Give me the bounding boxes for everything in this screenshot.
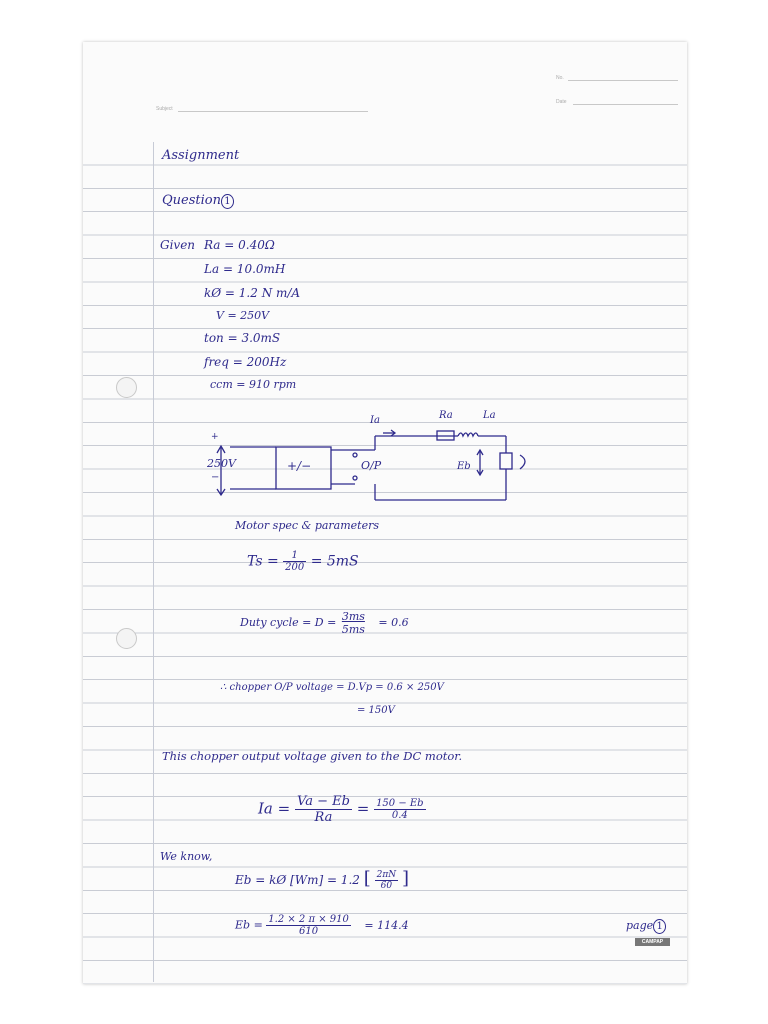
we-know: We know,: [160, 850, 213, 863]
margin-line: [153, 142, 154, 982]
ia-lhs: Ia =: [258, 799, 291, 818]
no-line: [568, 80, 678, 81]
header-band: [83, 42, 687, 142]
eb2-fraction: [266, 914, 351, 937]
ia-fraction-2: [374, 798, 426, 821]
notebook-page: [83, 42, 687, 984]
given-label: Given: [160, 238, 196, 252]
ia-denominator-2: 0.4: [374, 809, 426, 821]
given-freq: freq = 200Hz: [204, 355, 287, 369]
eb2-denominator: 610: [266, 925, 351, 937]
question-number: 1: [221, 194, 234, 209]
ts-denominator: 200: [285, 562, 305, 573]
output-label: O/P: [361, 459, 382, 472]
binder-hole: [116, 377, 137, 398]
date-label: Date: [556, 99, 567, 105]
date-line: [573, 104, 678, 105]
subject-line: [178, 111, 368, 112]
eb-label: Eb: [457, 461, 471, 472]
ts-lhs: Ts =: [247, 553, 279, 570]
brand-logo: CAMPAP: [635, 938, 670, 946]
source-voltage: 250V: [207, 457, 236, 470]
page-label: page: [626, 919, 654, 932]
ia-equation: [258, 794, 426, 825]
question-label: Question: [162, 193, 221, 208]
eb2-lhs: Eb =: [235, 918, 263, 932]
ts-numerator: 1: [291, 550, 298, 561]
given-ton: ton = 3.0mS: [204, 331, 281, 345]
given-ccm: ccm = 910 rpm: [210, 378, 297, 391]
eb1-bracket-open: [: [363, 868, 371, 889]
duty-rhs: = 0.6: [378, 616, 409, 629]
chopper-output-line1: ∴ chopper O/P voltage = D.Vp = 0.6 × 250V: [220, 682, 444, 693]
duty-fraction: [340, 610, 367, 636]
ra-label: Ra: [439, 410, 453, 421]
eb1-lhs: Eb = kØ [Wm] = 1.2: [235, 873, 360, 887]
ts-equation: [247, 550, 359, 573]
ia-denominator-1: Ra: [295, 809, 352, 825]
ts-fraction: [283, 550, 306, 573]
duty-equation: [240, 610, 409, 636]
ia-numerator-1: Va − Eb: [297, 794, 350, 809]
eb1-numerator: 2πN: [376, 870, 397, 880]
source-plus: +: [211, 432, 219, 442]
ia-numerator-2: 150 − Eb: [376, 798, 424, 809]
given-v: V = 250V: [216, 309, 270, 322]
chopper-label: +/−: [287, 459, 312, 473]
binder-hole: [116, 628, 137, 649]
duty-denominator: 5ms: [341, 623, 365, 636]
source-minus: −: [211, 472, 220, 483]
subject-label: Subject: [156, 106, 173, 112]
eb-equation-1: [235, 868, 409, 891]
question-heading: [162, 193, 234, 209]
ts-rhs: = 5mS: [310, 553, 359, 570]
duty-lhs: Duty cycle = D =: [240, 616, 337, 629]
ia-fraction-1: [295, 794, 352, 825]
motor-spec-heading: Motor spec & parameters: [235, 519, 380, 532]
eb1-denominator: 60: [375, 880, 399, 891]
ia-label: Ia: [370, 415, 380, 426]
la-label: La: [483, 410, 496, 421]
given-kphi: kØ = 1.2 N m/A: [204, 286, 301, 300]
given-la: La = 10.0mH: [204, 262, 286, 276]
chopper-output-line2: = 150V: [357, 705, 395, 716]
eb2-rhs: = 114.4: [364, 918, 409, 932]
no-label: No.: [556, 75, 564, 81]
chopper-sentence: This chopper output voltage given to the DC motor.: [162, 749, 463, 763]
page-number: [626, 919, 666, 934]
eb-equation-2: [235, 914, 409, 937]
eb1-bracket-close: ]: [401, 868, 409, 889]
eb2-numerator: 1.2 × 2 π × 910: [268, 914, 349, 925]
duty-numerator: 3ms: [341, 610, 365, 623]
ia-equals: =: [356, 799, 370, 818]
assignment-title: Assignment: [162, 148, 240, 163]
page-number-circle: 1: [653, 919, 666, 934]
given-ra: Ra = 0.40Ω: [204, 238, 275, 252]
eb1-fraction: [375, 870, 399, 891]
